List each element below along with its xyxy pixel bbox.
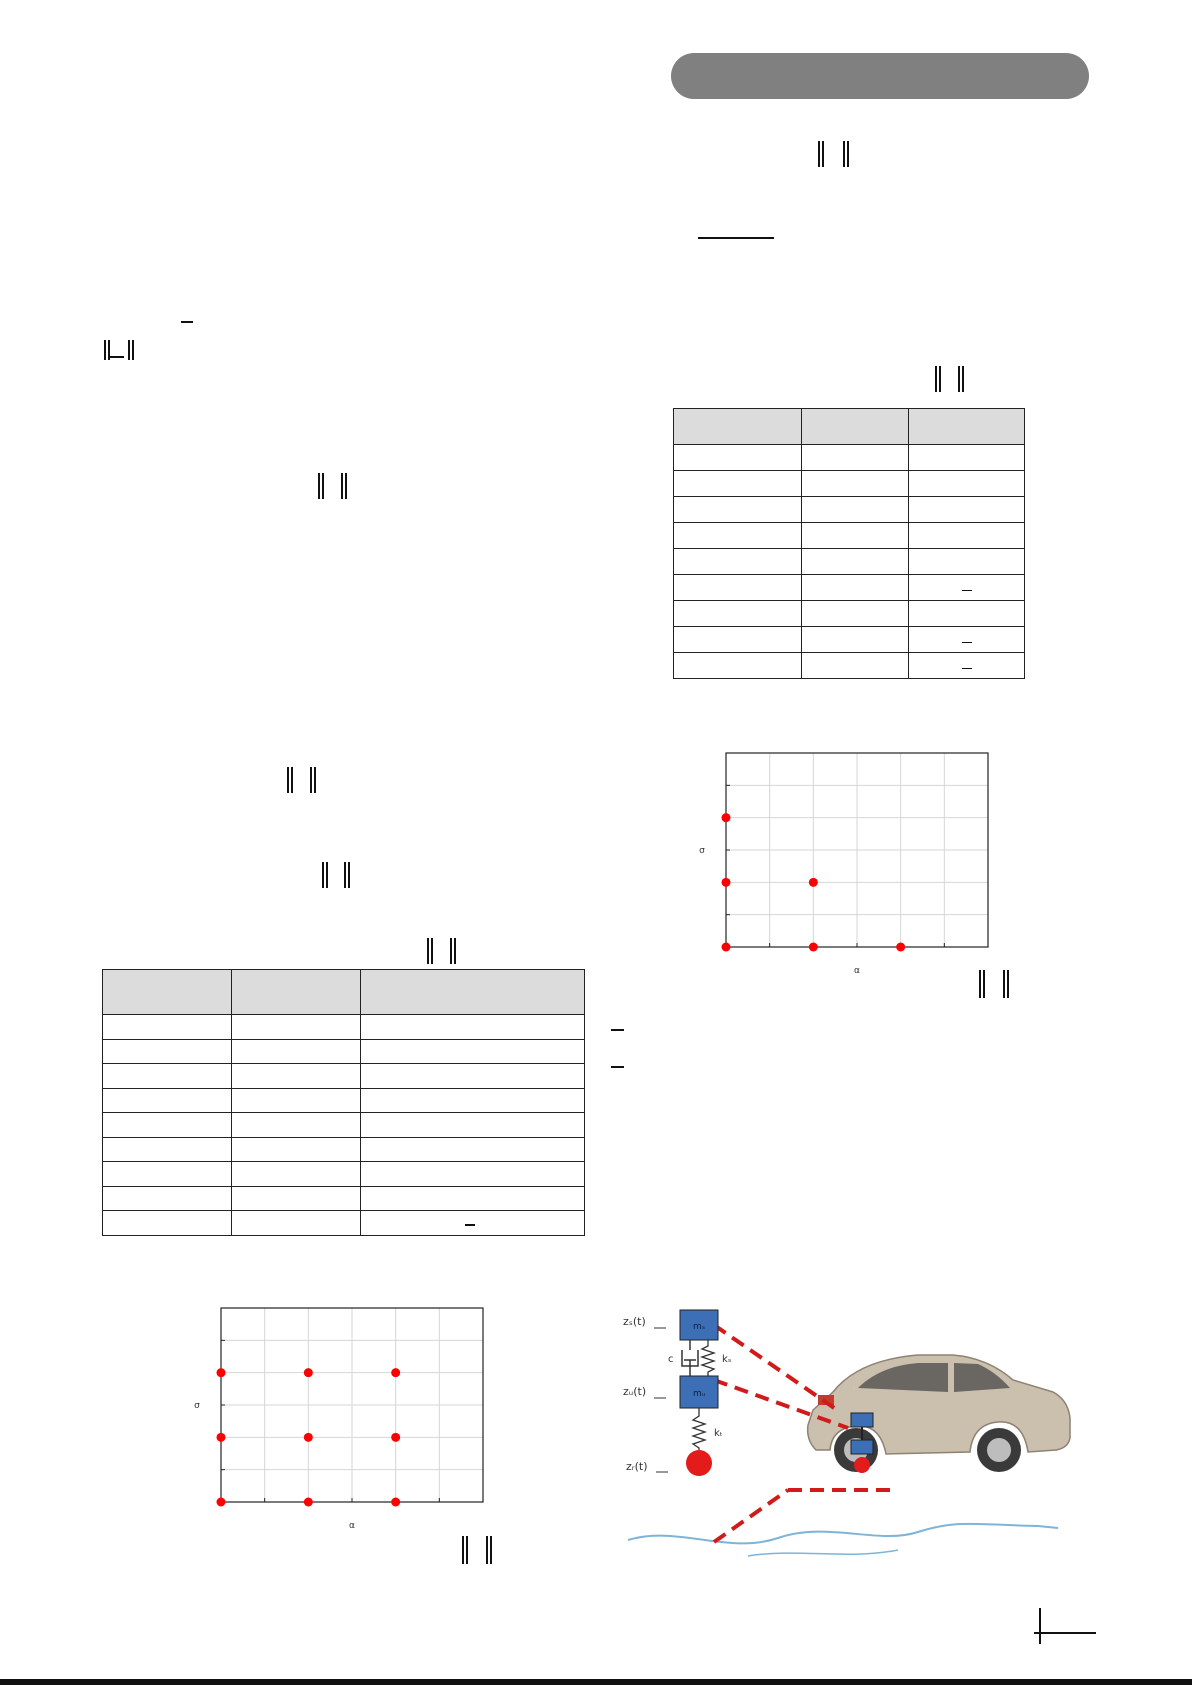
spring-kt-label: kₜ: [714, 1428, 723, 1439]
x-axis-label: α: [349, 1521, 355, 1531]
table-1-header-cell: [232, 970, 361, 1015]
table-cell: [361, 1039, 585, 1064]
table-row: [674, 601, 1025, 627]
table-cell: [103, 1015, 232, 1040]
table-cell: [802, 601, 909, 627]
table-cell: [909, 445, 1025, 471]
table-cell: [674, 523, 802, 549]
data-point: [304, 1433, 313, 1442]
table-1: [102, 969, 585, 1236]
wheel-suspension-inset: [851, 1413, 873, 1473]
table-row: [103, 1088, 585, 1113]
table-cell: [674, 445, 802, 471]
table-cell: [103, 1113, 232, 1138]
table-row: [103, 1162, 585, 1187]
table-cell: [232, 1113, 361, 1138]
table-cell: [361, 1211, 585, 1236]
table-row: [103, 1137, 585, 1162]
x-axis-label: α: [854, 966, 860, 976]
table-cell: [232, 1088, 361, 1113]
car-image: [808, 1355, 1070, 1472]
data-point: [391, 1498, 400, 1507]
table-cell: [232, 1064, 361, 1089]
zu-label: zᵤ(t): [623, 1385, 647, 1398]
data-point: [722, 813, 731, 822]
table-cell: [674, 471, 802, 497]
page-number-rule: [1034, 1632, 1096, 1634]
table-cell: [802, 627, 909, 653]
table-cell: [361, 1088, 585, 1113]
table-cell: [232, 1211, 361, 1236]
table-row: [103, 1211, 585, 1236]
table-cell: [361, 1162, 585, 1187]
zs-label: zₛ(t): [623, 1315, 646, 1328]
table-2: [673, 408, 1025, 679]
cell-dash-mark: [962, 642, 972, 644]
spring-kt: [693, 1408, 705, 1450]
section-header-bar: [671, 53, 1089, 99]
table-cell: [909, 601, 1025, 627]
table-row: [103, 1113, 585, 1138]
road-profile: [628, 1524, 1058, 1544]
table-cell: [802, 523, 909, 549]
table-cell: [361, 1064, 585, 1089]
table-cell: [674, 575, 802, 601]
table-row: [674, 549, 1025, 575]
table-cell: [674, 549, 802, 575]
table-cell: [909, 653, 1025, 679]
table-cell: [674, 627, 802, 653]
cell-dash-mark: [465, 1224, 475, 1226]
sprung-mass-label: mₛ: [693, 1322, 706, 1332]
data-point: [217, 1368, 226, 1377]
table-cell: [103, 1162, 232, 1187]
page-number-mark: [1039, 1608, 1041, 1644]
table-row: [674, 523, 1025, 549]
data-point: [217, 1433, 226, 1442]
table-cell: [232, 1039, 361, 1064]
damper-symbol: [682, 1340, 698, 1376]
table-row: [674, 575, 1025, 601]
fraction-bar: [698, 237, 774, 239]
table-cell: [103, 1186, 232, 1211]
table-cell: [802, 445, 909, 471]
table-2-header-cell: [802, 409, 909, 445]
table-row: [674, 445, 1025, 471]
data-point: [722, 943, 731, 952]
table-cell: [232, 1015, 361, 1040]
table-cell: [232, 1162, 361, 1187]
table-1-header-cell: [103, 970, 232, 1015]
table-cell: [103, 1137, 232, 1162]
table-row: [674, 653, 1025, 679]
suspension-model-figure: [618, 1300, 1078, 1560]
table-row: [674, 627, 1025, 653]
table-cell: [909, 497, 1025, 523]
road-contact-wheel: [686, 1450, 712, 1476]
data-point: [217, 1498, 226, 1507]
damper-label: c: [668, 1354, 674, 1365]
chart-1: [185, 1300, 495, 1540]
spring-ks-label: kₛ: [722, 1354, 732, 1365]
data-point: [896, 943, 905, 952]
data-point: [809, 943, 818, 952]
data-point: [304, 1368, 313, 1377]
unsprung-mass-label: mᵤ: [693, 1389, 706, 1399]
text-dash-mark: [611, 1029, 624, 1031]
table-cell: [232, 1137, 361, 1162]
spring-ks: [702, 1340, 714, 1376]
table-cell: [361, 1186, 585, 1211]
table-row: [103, 1186, 585, 1211]
table-cell: [232, 1186, 361, 1211]
cell-dash-mark: [962, 668, 972, 670]
table-cell: [909, 575, 1025, 601]
table-cell: [802, 575, 909, 601]
table-row: [103, 1039, 585, 1064]
zr-label: zᵣ(t): [626, 1460, 648, 1473]
table-cell: [909, 549, 1025, 575]
table-row: [103, 1064, 585, 1089]
table-cell: [674, 497, 802, 523]
table-2-header-cell: [674, 409, 802, 445]
table-row: [674, 471, 1025, 497]
table-cell: [103, 1088, 232, 1113]
table-cell: [909, 627, 1025, 653]
table-row: [674, 497, 1025, 523]
text-dash-mark: [611, 1066, 624, 1068]
table-2-header-cell: [909, 409, 1025, 445]
chart-2: [690, 745, 1000, 985]
data-point: [722, 878, 731, 887]
data-point: [391, 1368, 400, 1377]
table-cell: [361, 1137, 585, 1162]
cell-dash-mark: [962, 590, 972, 592]
y-axis-label: σ: [194, 1401, 200, 1411]
table-cell: [909, 523, 1025, 549]
table-cell: [103, 1039, 232, 1064]
data-point: [304, 1498, 313, 1507]
data-point: [391, 1433, 400, 1442]
page-bottom-rule: [0, 1679, 1192, 1685]
table-cell: [802, 653, 909, 679]
table-cell: [674, 653, 802, 679]
table-cell: [802, 549, 909, 575]
table-cell: [103, 1064, 232, 1089]
table-cell: [674, 601, 802, 627]
table-1-header-cell: [361, 970, 585, 1015]
table-cell: [361, 1015, 585, 1040]
table-cell: [361, 1113, 585, 1138]
table-cell: [909, 471, 1025, 497]
y-axis-label: σ: [699, 846, 705, 856]
table-cell: [802, 497, 909, 523]
table-row: [103, 1015, 585, 1040]
data-point: [809, 878, 818, 887]
road-profile-lower: [748, 1550, 898, 1556]
table-cell: [802, 471, 909, 497]
table-cell: [103, 1211, 232, 1236]
